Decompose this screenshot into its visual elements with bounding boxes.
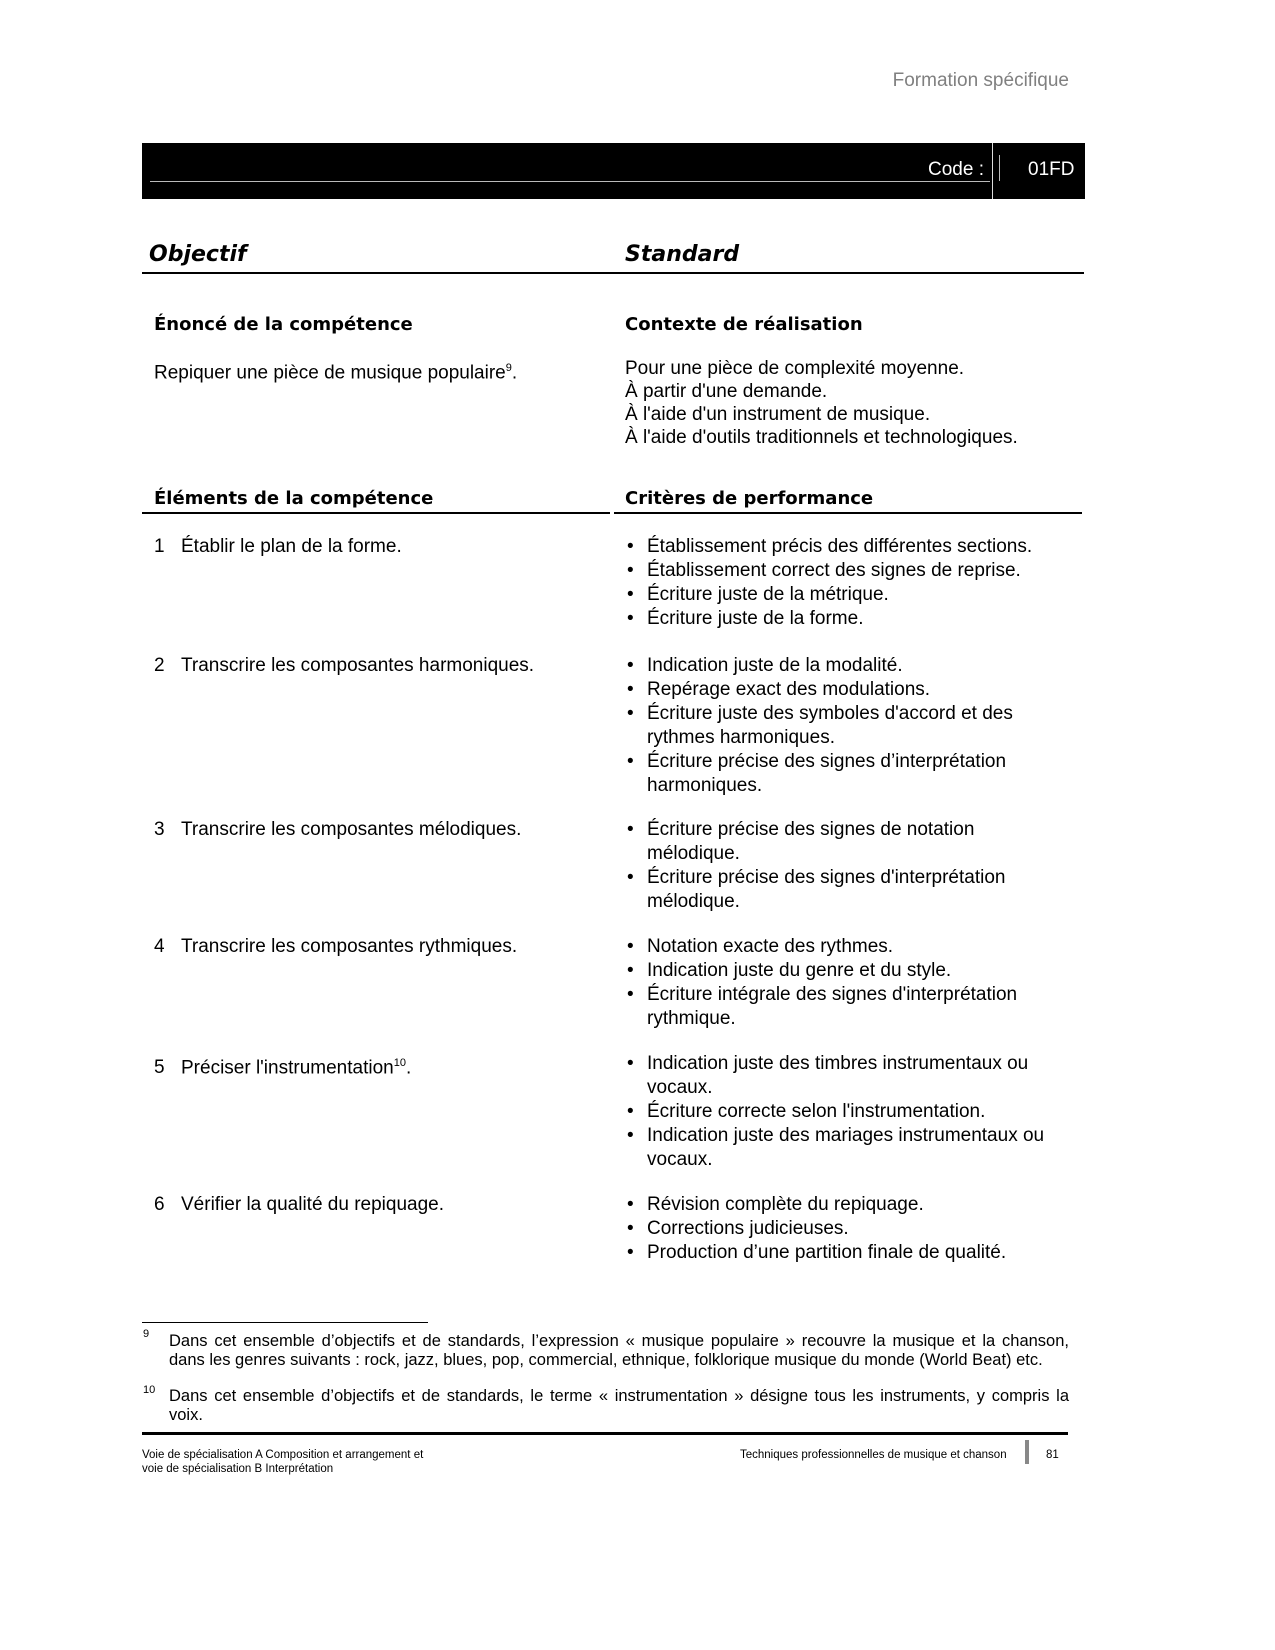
criterion: • Corrections judicieuses. [625,1217,1065,1241]
running-header: Formation spécifique [892,70,1069,91]
contexte-line: À partir d'une demande. [625,381,828,402]
code-label: Code : [928,159,984,180]
criteria-list-5 [625,1052,1070,1172]
criteria-list-6 [625,1193,1065,1265]
element-1 [154,535,402,558]
footer-title: Techniques professionnelles de musique et chanson [740,1449,1007,1461]
criterion: • Écriture intégrale des signes d'interprétation rythmique. [625,983,1045,1031]
element-number: 5 [154,1057,165,1079]
footer-left [142,1448,423,1476]
criterion: • Écriture correcte selon l'instrumentation. [625,1100,1070,1124]
criterion: • Écriture précise des signes d'interprétation mélodique. [625,866,1025,914]
criteres-heading: Critères de performance [625,488,874,509]
contexte-line: À l'aide d'outils traditionnels et technologiques. [625,427,1018,448]
element-number: 3 [154,819,165,840]
code-bar [142,143,1085,199]
element-text: Transcrire les composantes harmoniques. [181,655,535,676]
objectif-heading: Objectif [149,242,247,267]
element-2 [154,654,534,677]
criterion: • Établissement précis des différentes sections. [625,535,1065,559]
criterion: • Écriture juste de la forme. [625,607,1065,631]
criteria-list-3 [625,818,1025,914]
element-text: Transcrire les composantes rythmiques. [181,936,518,957]
element-6 [154,1193,444,1216]
criteria-list-4 [625,935,1045,1031]
divider [150,181,990,182]
contexte-heading: Contexte de réalisation [625,314,863,335]
element-5 [154,1052,411,1079]
footer-left-line: Voie de spécialisation A Composition et arrangement et [142,1449,424,1461]
enonce-heading: Énoncé de la compétence [154,314,413,335]
footer-divider [1025,1440,1029,1464]
element-number: 1 [154,536,165,557]
footnote-separator [142,1322,428,1323]
criterion: • Écriture juste des symboles d'accord et des rythmes harmoniques. [625,702,1035,750]
element-suffix: . [405,1057,412,1079]
element-4 [154,935,517,958]
criterion: • Indication juste des timbres instrumentaux ou vocaux. [625,1052,1070,1100]
footnote-ref: 9 [505,362,512,374]
criteres-rule [614,512,1082,514]
code-value: 01FD [1028,159,1075,180]
criteria-list-2 [625,654,1035,798]
element-3 [154,818,521,841]
footnote-ref: 10 [393,1057,406,1069]
element-text: Préciser l'instrumentation [181,1057,394,1079]
criterion: • Repérage exact des modulations. [625,678,1035,702]
contexte-line: Pour une pièce de complexité moyenne. [625,358,965,379]
element-number: 6 [154,1194,165,1215]
divider [999,155,1000,181]
divider [992,143,993,199]
enonce-text [154,357,517,384]
element-number: 4 [154,936,165,957]
footnote-10: Dans cet ensemble d’objectifs et de standards, le terme « instrumentation » désigne tous les instruments, y compris la voix. [169,1387,1069,1424]
footnote-number: 9 [143,1328,150,1340]
heading-rule [142,272,1084,274]
element-number: 2 [154,655,165,676]
criterion: • Révision complète du repiquage. [625,1193,1065,1217]
element-text: Vérifier la qualité du repiquage. [181,1194,445,1215]
page-number: 81 [1046,1449,1059,1461]
criterion: • Indication juste des mariages instrumentaux ou vocaux. [625,1124,1070,1172]
standard-heading: Standard [625,242,740,267]
elements-heading: Éléments de la compétence [154,488,434,509]
footnote-9: Dans cet ensemble d’objectifs et de standards, l’expression « musique populaire » recouvre la musique et la chanson, dans les genres suivants : rock, jazz, blues, pop, commercial, ethnique, folklorique musique du monde (World Beat) etc. [169,1332,1069,1369]
footnote-number: 10 [143,1384,156,1396]
criterion: • Écriture juste de la métrique. [625,583,1065,607]
enonce-body: Repiquer une pièce de musique populaire [154,362,506,384]
criteria-list-1 [625,535,1065,631]
contexte-list [625,357,1018,449]
criterion: • Indication juste de la modalité. [625,654,1035,678]
elements-rule [142,512,610,514]
element-text: Établir le plan de la forme. [181,536,402,557]
footer-left-line: voie de spécialisation B Interprétation [142,1463,334,1475]
criterion: • Indication juste du genre et du style. [625,959,1045,983]
footer-rule [142,1432,1068,1435]
criterion: • Établissement correct des signes de reprise. [625,559,1065,583]
criterion: • Production d’une partition finale de qualité. [625,1241,1065,1265]
criterion: • Écriture précise des signes d’interprétation harmoniques. [625,750,1035,798]
criterion: • Notation exacte des rythmes. [625,935,1045,959]
element-text: Transcrire les composantes mélodiques. [181,819,522,840]
contexte-line: À l'aide d'un instrument de musique. [625,404,931,425]
criterion: • Écriture précise des signes de notation mélodique. [625,818,1025,866]
enonce-suffix: . [511,362,518,384]
